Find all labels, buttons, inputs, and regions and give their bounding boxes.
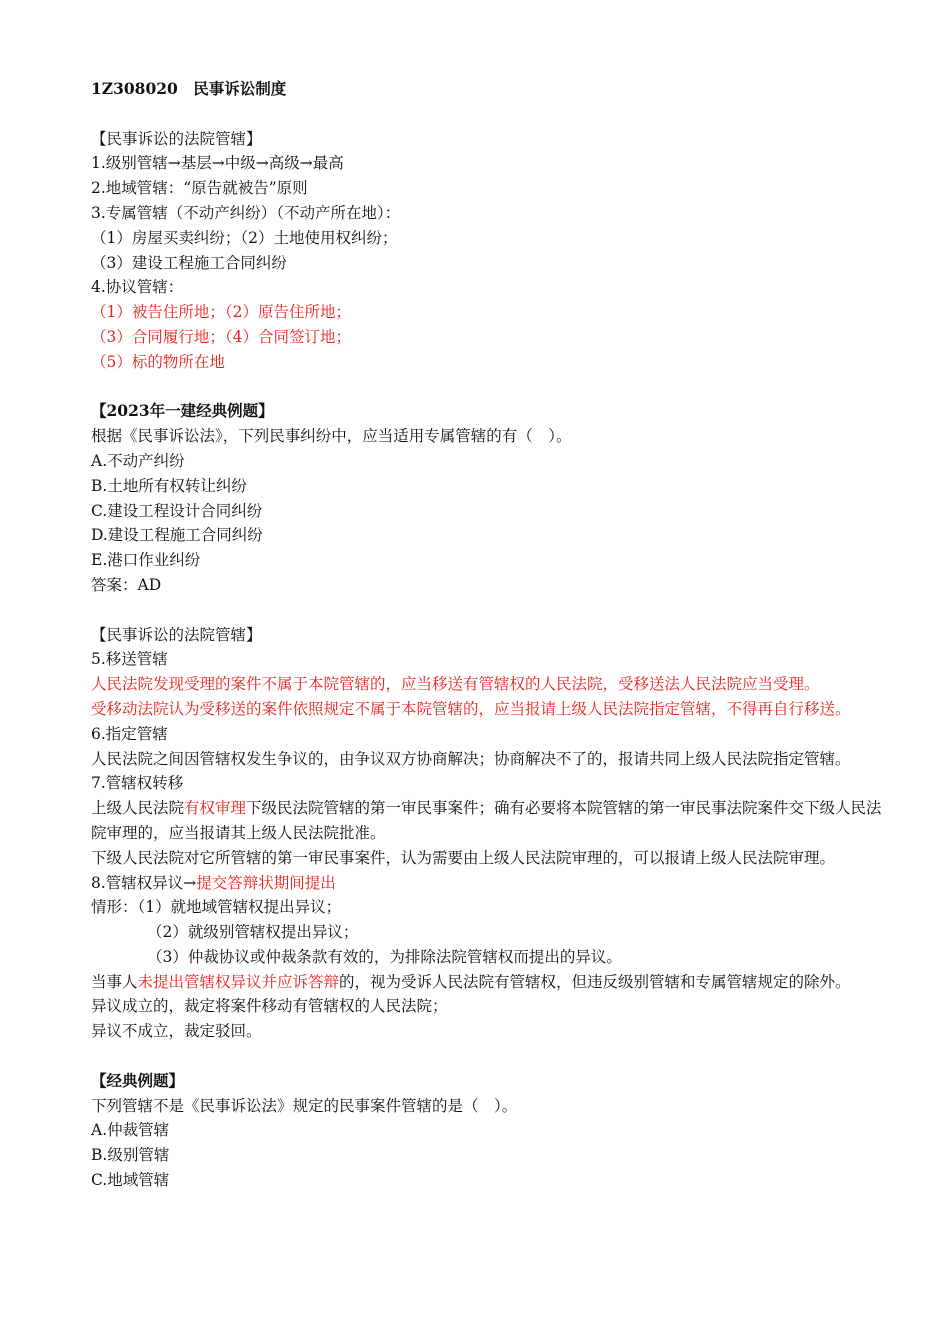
option-item: C.建设工程设计合同纠纷 <box>91 501 263 520</box>
option-item: B.土地所有权转让纠纷 <box>91 476 247 495</box>
highlight-paragraph: 人民法院发现受理的案件不属于本院管辖的，应当移送有管辖权的人民法院，受移送法人民法院应当受理。 <box>91 675 820 694</box>
text-span: 上级人民法院 <box>91 799 185 818</box>
option-item: A.不动产纠纷 <box>91 451 185 470</box>
text-span: 的，视为受诉人民法院有管辖权，但违反级别管辖和专属管辖规定的除外。 <box>339 972 851 991</box>
text-line: 2.地域管辖：“原告就被告”原则 <box>91 179 308 198</box>
paragraph: 人民法院之间因管辖权发生争议的，由争议双方协商解决；协商解决不了的，报请共同上级人民法院指定管辖。 <box>91 749 851 768</box>
text-line: 异议成立的，裁定将案件移动有管辖权的人民法院； <box>91 997 448 1016</box>
text-line: 3.专属管辖（不动产纠纷）（不动产所在地）： <box>91 203 401 222</box>
section-heading: 1Z308020 民事诉讼制度 <box>91 79 287 98</box>
subsection-title: 6.指定管辖 <box>91 724 168 743</box>
text-line: 异议不成立，裁定驳回。 <box>91 1022 262 1041</box>
option-item: D.建设工程施工合同纠纷 <box>91 526 263 545</box>
example-title: 【经典例题】 <box>91 1070 185 1090</box>
highlight-span: 有权审理 <box>184 799 247 818</box>
example-title: 【2023年一建经典例题】 <box>91 401 274 421</box>
case-item: 情形：（1）就地域管辖权提出异议； <box>91 898 342 917</box>
highlight-line: （5）标的物所在地 <box>91 352 225 371</box>
document-body <box>91 77 891 1193</box>
option-item: E.港口作业纠纷 <box>91 551 201 570</box>
subsection-title <box>91 871 891 896</box>
highlight-span: 提交答辩状期间提出 <box>196 873 336 892</box>
subsection-title: 7.管辖权转移 <box>91 774 184 793</box>
text-span: 8.管辖权异议→ <box>91 873 197 892</box>
paragraph <box>91 796 891 846</box>
case-item: （3）仲裁协议或仲裁条款有效的，为排除法院管辖权而提出的异议。 <box>147 947 622 966</box>
option-item: B.级别管辖 <box>91 1146 170 1165</box>
text-line: 4.协议管辖： <box>91 278 184 297</box>
text-line: （3）建设工程施工合同纠纷 <box>91 253 287 272</box>
subsection-title: 5.移送管辖 <box>91 650 168 669</box>
highlight-line: （1）被告住所地；（2）原告住所地； <box>91 303 351 322</box>
paragraph: 下级人民法院对它所管辖的第一审民事案件，认为需要由上级人民法院审理的，可以报请上级人民法院审理。 <box>91 848 836 867</box>
topic-title: 【民事诉讼的法院管辖】 <box>91 129 262 148</box>
topic-title: 【民事诉讼的法院管辖】 <box>91 625 262 644</box>
text-line: 1.级别管辖→基层→中级→高级→最高 <box>91 154 344 173</box>
answer-text: 答案：AD <box>91 575 162 594</box>
paragraph <box>91 970 891 995</box>
option-item: C.地域管辖 <box>91 1171 170 1190</box>
text-line: （1）房屋买卖纠纷；（2）土地使用权纠纷； <box>91 228 398 247</box>
highlight-span: 未提出管辖权异议并应诉答辩 <box>137 972 340 991</box>
question-text: 根据《民事诉讼法》，下列民事纠纷中，应当适用专属管辖的有（ ）。 <box>91 427 572 446</box>
highlight-line: （3）合同履行地；（4）合同签订地； <box>91 327 351 346</box>
option-item: A.仲裁管辖 <box>91 1121 170 1140</box>
text-span: 当事人 <box>91 972 138 991</box>
question-text: 下列管辖不是《民事诉讼法》规定的民事案件管辖的是（ ）。 <box>91 1096 518 1115</box>
highlight-paragraph: 受移动法院认为受移送的案件依照规定不属于本院管辖的，应当报请上级人民法院指定管辖，不得再自行移送。 <box>91 699 851 718</box>
text-span: 下级民法院管辖的第一审民事案件；确有必要将本院管辖的第一审民事法院案件交下级人民法院审理的，应当报请其上级人民法院批准。 <box>91 799 882 842</box>
case-item: （2）就级别管辖权提出异议； <box>147 923 359 942</box>
